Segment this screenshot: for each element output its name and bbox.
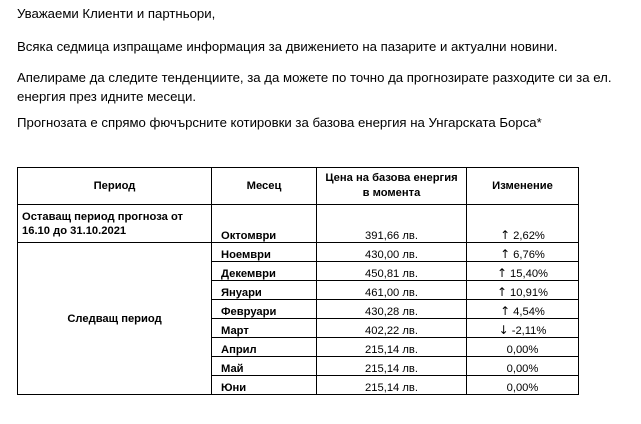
price-cell: 430,28 лв. <box>317 300 467 319</box>
arrow-down-icon: ↓ <box>498 323 509 337</box>
arrow-up-icon: ↑ <box>500 228 511 242</box>
month-cell: Ноември <box>212 243 317 262</box>
header-month: Месец <box>212 168 317 205</box>
appeal-line-1: Апелираме да следите тенденциите, за да можете по точно да прогнозирате разходите си за ел. <box>17 70 612 85</box>
next-period-label: Следващ период <box>18 243 212 395</box>
change-cell <box>467 205 579 243</box>
change-value: 4,54% <box>513 306 545 318</box>
arrow-up-icon: ↑ <box>496 266 508 280</box>
price-cell: 215,14 лв. <box>317 338 467 357</box>
table-row-current <box>18 205 579 243</box>
price-cell: 402,22 лв. <box>317 319 467 338</box>
change-cell <box>467 262 579 281</box>
price-cell: 450,81 лв. <box>317 262 467 281</box>
arrow-up-icon: ↑ <box>500 304 511 318</box>
change-value: 2,62% <box>513 230 545 242</box>
price-cell: 391,66 лв. <box>317 205 467 243</box>
change-value: 10,91% <box>510 287 548 299</box>
change-cell <box>467 376 579 395</box>
month-cell: Октомври <box>212 205 317 243</box>
current-period-label: Оставащ период прогноза от 16.10 до 31.10.2021 <box>18 205 212 243</box>
change-cell <box>467 300 579 319</box>
arrow-up-icon: ↑ <box>500 247 511 261</box>
header-change: Изменение <box>467 168 579 205</box>
month-cell: Юни <box>212 376 317 395</box>
month-cell: Март <box>212 319 317 338</box>
month-cell: Февруари <box>212 300 317 319</box>
change-cell <box>467 243 579 262</box>
intro-text: Всяка седмица изпращаме информация за движението на пазарите и актуални новини. <box>17 39 558 54</box>
change-value: -2,11% <box>511 325 547 337</box>
month-cell: Декември <box>212 262 317 281</box>
change-value: 15,40% <box>510 268 548 280</box>
change-value: 0,00% <box>506 382 539 394</box>
month-cell: Май <box>212 357 317 376</box>
table-header-row <box>18 168 579 205</box>
change-cell <box>467 357 579 376</box>
change-value: 0,00% <box>506 344 539 356</box>
price-forecast-table <box>17 167 579 395</box>
price-cell: 430,00 лв. <box>317 243 467 262</box>
price-cell: 215,14 лв. <box>317 376 467 395</box>
change-value: 0,00% <box>506 363 539 375</box>
change-value: 6,76% <box>513 249 545 261</box>
change-cell <box>467 338 579 357</box>
price-cell: 215,14 лв. <box>317 357 467 376</box>
appeal-line-2: енергия през идните месеци. <box>17 89 197 104</box>
month-cell: Април <box>212 338 317 357</box>
month-cell: Януари <box>212 281 317 300</box>
forecast-note: Прогнозата е спрямо фючърсните котировки за базова енергия на Унгарската Борса* <box>17 115 542 130</box>
header-price: Цена на базова енергия в момента <box>317 168 467 205</box>
price-cell: 461,00 лв. <box>317 281 467 300</box>
header-period: Период <box>18 168 212 205</box>
arrow-up-icon: ↑ <box>496 285 508 299</box>
appeal-text <box>17 68 611 106</box>
change-cell <box>467 319 579 338</box>
greeting-text: Уважаеми Клиенти и партньори, <box>17 6 216 21</box>
change-cell <box>467 281 579 300</box>
table-row <box>18 243 579 262</box>
